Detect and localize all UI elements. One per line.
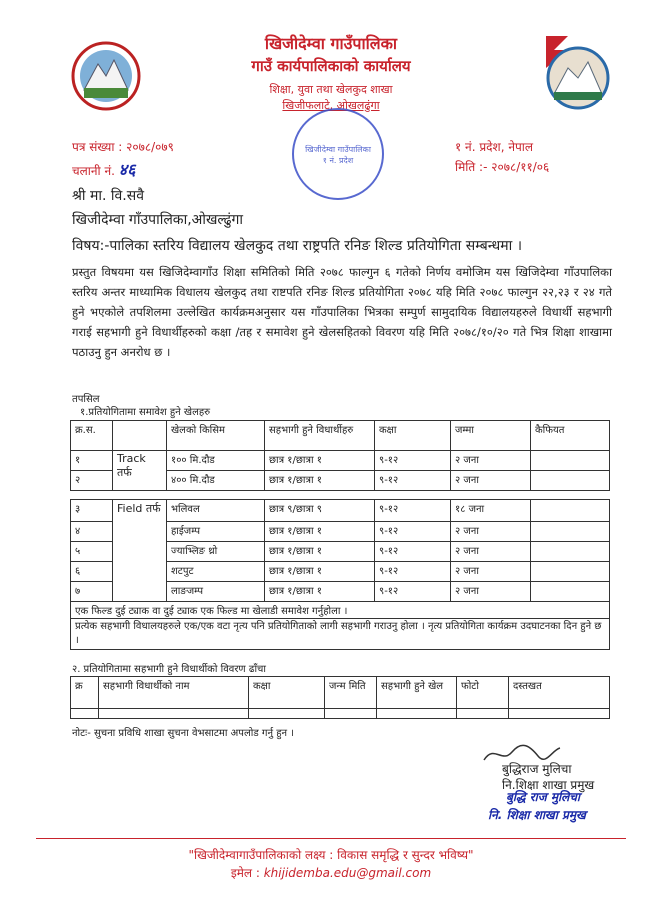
- table1-caption: १.प्रतियोगितामा समावेश हुने खेलहरु: [80, 407, 211, 418]
- recipient-line-2: खिजीदेम्वा गाँउपालिका,ओखल्ढुंगा: [72, 212, 244, 228]
- footer-email: इमेल : khijidemba.edu@gmail.com: [230, 866, 432, 880]
- letter-body: प्रस्तुत विषयमा यस खिजिदेम्वागाँउ शिक्षा समितिको मिति २०७८ फाल्गुन ६ गतेको निर्णय वमोजिम यस खिजिदेम्वा गाँउपालिका स्तरिय अन्तर माध्यामिक विधालय खेलकुद तथा राष्टपति रनिङ शिल्ड प्रतियोगिता २०७८ यहि मिति २०७८ फाल्गुन २२,२३ र २४ गते हुने भएकोले तपशिलमा उल्लेखित कार्यक्रमअनुसार यस गाँउपालिका भित्रका सम्पुर्ण सामुदायिक विद्यालयहरुले विधार्थी सहभागी गराई सहभागी हुने विधार्थीहरुको कक्षा /तह र समावेश हुने खेलसहितको विवरण यहि मिति २०७८/१०/२० गते भित्र शिक्षा शाखामा पठाउनु हुन अनरोध छ ।: [72, 265, 612, 359]
- track-group-label: Track तर्फ: [113, 451, 167, 491]
- email-link[interactable]: khijidemba.edu@gmail.com: [263, 866, 432, 880]
- table-row: ५ ज्याभ्लिङ थ्रो छात्र १/छात्रा १ ९-१२ २ जना: [71, 542, 610, 562]
- dispatch-number: चलानी नं. ४६: [72, 160, 136, 179]
- table-row: २ ४०० मि.दौड छात्र १/छात्रा १ ९-१२ २ जना: [71, 471, 610, 491]
- subject-line: विषय:-पालिका स्तरिय विद्यालय खेलकुद तथा राष्ट्रपति रनिङ शिल्ड प्रतियोगिता सम्बन्धमा ।: [72, 238, 523, 254]
- table-row: ६ शटपुट छात्र १/छात्रा १ ९-१२ २ जना: [71, 562, 610, 582]
- schedule-label: तपसिल: [72, 394, 100, 405]
- table-row: १ Track तर्फ १०० मि.दौड छात्र १/छात्रा १ ९-१२ २ जना: [71, 451, 610, 471]
- table2-caption: २. प्रतियोगितामा सहभागी हुने विधार्थीको विवरण ढाँचा: [72, 664, 267, 675]
- col-class: कक्षा: [375, 421, 451, 451]
- signatory-name: बुद्धिराज मुलिचा: [502, 762, 572, 776]
- upload-notice: नोटः- सुचना प्रविधि शाखा सुचना वेभसाटमा अपलोड गर्नु हुन ।: [72, 728, 295, 739]
- recipient-line-1: श्री मा. वि.सवै: [72, 188, 144, 204]
- signature-stamp-title: नि. शिक्षा शाखा प्रमुख: [488, 808, 586, 822]
- table-row: ३ Field तर्फ भलिवल छात्र ९/छात्रा ९ ९-१२ १८ जना: [71, 500, 610, 522]
- letter-number: पत्र संख्या : २०७८/०७९: [72, 140, 174, 154]
- province-label: १ नं. प्रदेश, नेपाल: [455, 140, 534, 154]
- col-event: खेलको किसिम: [167, 421, 265, 451]
- col-total: जम्मा: [451, 421, 531, 451]
- section-name: शिक्षा, युवा तथा खेलकुद शाखा: [269, 83, 393, 96]
- col-remarks: कैफियत: [531, 421, 610, 451]
- signature-stamp-name: बुद्धि राज मुलिचा: [506, 790, 580, 804]
- col-serial: क्र.स.: [71, 421, 113, 451]
- office-stamp: खिजीदेम्वा गाउँपालिका १ नं. प्रदेश: [292, 108, 384, 200]
- events-table: [70, 420, 610, 650]
- table-row: ४ हाईजम्प छात्र १/छात्रा १ ९-१२ २ जना: [71, 522, 610, 542]
- field-group-label: Field तर्फ: [113, 500, 167, 602]
- footer-divider: [36, 838, 626, 839]
- col-participants: सहभागी हुने विधार्थीहरु: [265, 421, 375, 451]
- table-row: ७ लाङजम्प छात्र १/छात्रा १ ९-१२ २ जना: [71, 582, 610, 602]
- footer-slogan: "खिजीदेम्वागाउँपालिकाको लक्ष्य : विकास समृद्धि र सुन्दर भविष्य": [188, 848, 474, 862]
- office-name: गाउँ कार्यपालिकाको कार्यालय: [251, 57, 411, 75]
- office-place: खिजीफलाटे, ओखलढुंगा: [282, 99, 380, 112]
- table1-note-2: प्रत्येक सहभागी विधालयहरुले एक/एक वटा नृत्य पनि प्रतियोगिताको लागी सहभागी गराउनु होला । नृत्य प्रतियोगिता कार्यक्रम उदघाटनका दिन हुने छ ।: [71, 619, 610, 650]
- signatory-title: नि.शिक्षा शाखा प्रमुख: [502, 778, 595, 792]
- municipality-name: खिजीदेम्वा गाउँपालिका: [264, 34, 398, 53]
- participant-format-table: क्र सहभागी विधार्थीको नाम कक्षा जन्म मिति सहभागी हुने खेल फोटो दस्तखत: [70, 676, 610, 719]
- table1-note-1: एक फिल्ड दुई ट्याक वा दुई ट्याक एक फिल्ड मा खेलाडी समावेश गर्नुहोला ।: [71, 602, 610, 619]
- letter-date: मिति :- २०७८/११/०६: [455, 160, 550, 174]
